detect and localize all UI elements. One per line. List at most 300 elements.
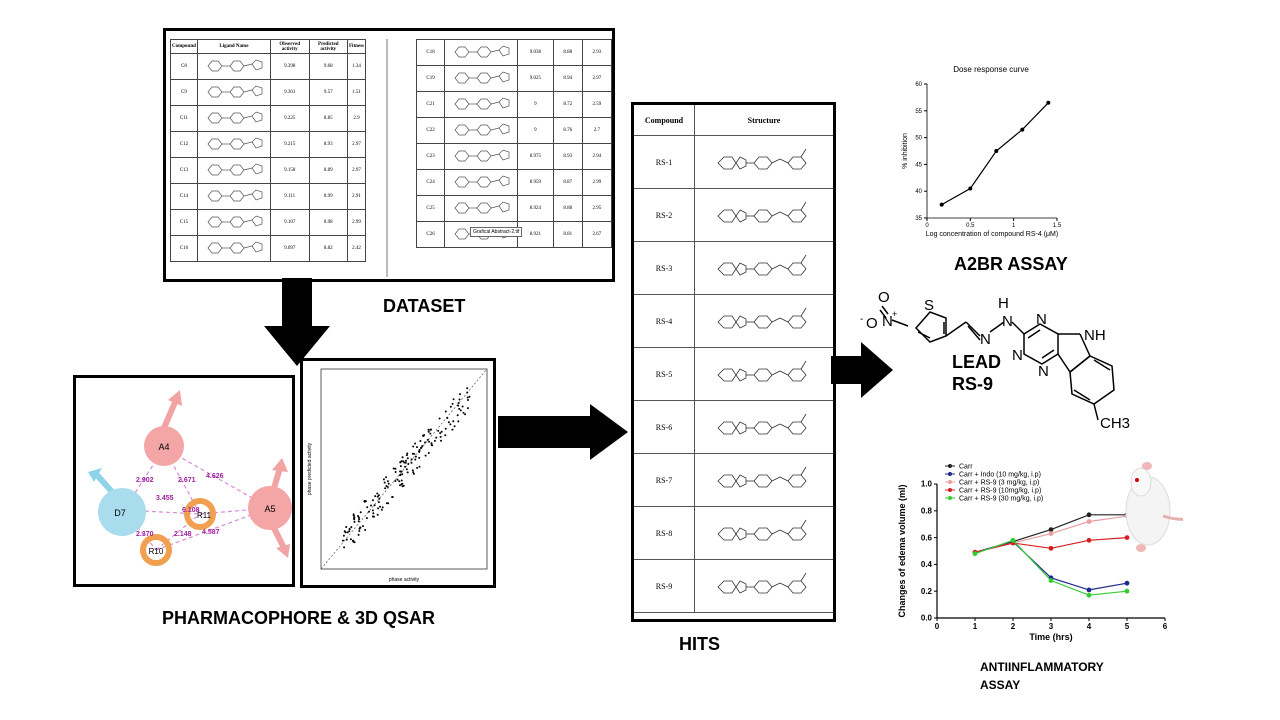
qsar-point: [394, 468, 396, 470]
qsar-point: [445, 411, 447, 413]
qsar-point: [401, 473, 403, 475]
dataset-cell: 8.98: [309, 210, 348, 236]
qsar-point: [459, 393, 461, 395]
qsar-point: [374, 504, 376, 506]
hit-compound-id: RS-1: [634, 136, 695, 189]
dose-response-chart: [893, 58, 1073, 258]
dataset-row: [171, 54, 366, 80]
hit-row: [634, 189, 833, 242]
qsar-point: [439, 432, 441, 434]
qsar-point: [347, 531, 349, 533]
qsar-point: [420, 447, 422, 449]
dataset-cell: 8.93: [309, 132, 348, 158]
hit-row: [634, 242, 833, 295]
qsar-point: [387, 480, 389, 482]
a2br-label: A2BR ASSAY: [954, 254, 1068, 274]
data-point: [1087, 593, 1092, 598]
qsar-point: [398, 480, 400, 482]
qsar-point: [354, 521, 356, 523]
hit-structure: [695, 348, 834, 401]
atom-label: H: [998, 295, 1009, 312]
col-header-observed: Observed activity: [270, 40, 309, 54]
hits-col-structure: Structure: [695, 105, 834, 136]
dataset-row: [171, 210, 366, 236]
dataset-cell: C22: [417, 118, 445, 144]
data-point: [1125, 589, 1130, 594]
dataset-row: [417, 66, 612, 92]
data-point: [1125, 535, 1130, 540]
hit-structure: [695, 560, 834, 613]
qsar-point: [372, 509, 374, 511]
dataset-cell: 9.68: [309, 54, 348, 80]
dataset-cell: C15: [171, 210, 198, 236]
feature-label-a5: A5: [264, 504, 276, 514]
edema-volume-chart: [893, 456, 1183, 656]
legend-label: Carr + RS-9 (10mg/kg, i.p): [959, 487, 1042, 495]
y-tick-label: 0.6: [920, 533, 932, 543]
dataset-cell: 2.95: [582, 196, 611, 222]
col-header-compound: Compound: [171, 40, 198, 54]
x-tick-label: 1.5: [1052, 223, 1062, 229]
dataset-cell: 2.99: [348, 210, 366, 236]
qsar-point: [411, 458, 413, 460]
qsar-point: [405, 460, 407, 462]
dataset-cell: 8.99: [309, 184, 348, 210]
qsar-point: [402, 460, 404, 462]
qsar-point: [358, 520, 360, 522]
x-tick-label: 1: [972, 622, 978, 631]
qsar-point: [445, 428, 447, 430]
qsar-point: [385, 476, 387, 478]
y-tick-label: 0.4: [920, 560, 932, 570]
data-point: [1087, 538, 1092, 543]
dataset-row: [417, 40, 612, 66]
atom-label: CH3: [1100, 415, 1131, 432]
qsar-point: [397, 479, 399, 481]
qsar-point: [343, 546, 345, 548]
qsar-point: [378, 501, 380, 503]
dataset-row: [417, 196, 612, 222]
dataset-cell: 2.7: [582, 118, 611, 144]
y-tick-label: 1.0: [920, 479, 932, 489]
col-header-predicted: Predicted activity: [309, 40, 348, 54]
structure-thumbnail: [445, 92, 518, 118]
data-point: [1049, 531, 1054, 536]
dataset-cell: C26: [417, 222, 445, 248]
legend-marker: [948, 480, 952, 484]
qsar-point: [414, 443, 416, 445]
y-tick-label: 35: [915, 216, 922, 222]
dataset-cell: 8.93: [553, 144, 582, 170]
feature-label-r11: R11: [196, 511, 212, 520]
legend-label: Carr + Indo (10 mg/kg, i.p): [959, 471, 1041, 479]
qsar-point: [458, 408, 460, 410]
qsar-point: [358, 517, 360, 519]
charge-label: +: [892, 309, 898, 319]
structure-thumbnail: [197, 106, 270, 132]
qsar-point: [353, 516, 355, 518]
y-tick-label: 60: [915, 82, 922, 88]
structure-thumbnail: [445, 66, 518, 92]
dataset-cell: C9: [171, 80, 198, 106]
qsar-point: [446, 417, 448, 419]
qsar-point: [366, 506, 368, 508]
dataset-cell: 9.158: [270, 158, 309, 184]
qsar-point: [431, 444, 433, 446]
dataset-cell: 8.975: [518, 144, 553, 170]
qsar-point: [401, 483, 403, 485]
qsar-point: [358, 534, 360, 536]
qsar-point: [372, 499, 374, 501]
qsar-point: [399, 474, 401, 476]
dataset-cell: 8.82: [309, 236, 348, 262]
dataset-cell: 8.88: [553, 40, 582, 66]
dataset-table-left: [170, 39, 366, 262]
hit-compound-id: RS-9: [634, 560, 695, 613]
structure-thumbnail: [445, 196, 518, 222]
dataset-cell: C25: [417, 196, 445, 222]
pharmacophore-model: [76, 378, 292, 584]
atom-label: O: [878, 289, 890, 306]
dataset-cell: 1.51: [348, 80, 366, 106]
atom-label: O: [866, 315, 878, 332]
dataset-cell: C13: [171, 158, 198, 184]
dataset-cell: C19: [417, 66, 445, 92]
qsar-point: [451, 429, 453, 431]
hits-col-compound: Compound: [634, 105, 695, 136]
legend-label: Carr + RS-9 (3 mg/kg, i.p): [959, 479, 1040, 487]
qsar-point: [469, 396, 471, 398]
qsar-point: [360, 511, 362, 513]
qsar-point: [406, 468, 408, 470]
hit-structure: [695, 454, 834, 507]
qsar-point: [435, 437, 437, 439]
qsar-point: [377, 507, 379, 509]
distance-label: 4.626: [206, 473, 224, 480]
hit-row: [634, 560, 833, 613]
right-arrow-icon: [498, 404, 630, 460]
hit-row: [634, 348, 833, 401]
hits-label: HITS: [679, 634, 721, 654]
dataset-row: [171, 158, 366, 184]
col-header-fitness: Fitness: [348, 40, 366, 54]
atom-label: N: [882, 313, 893, 330]
qsar-point: [424, 442, 426, 444]
qsar-point: [419, 440, 421, 442]
qsar-ylabel: phase predicted activity: [307, 442, 313, 496]
atom-label: S: [924, 297, 935, 314]
feature-label-d7: D7: [114, 508, 126, 518]
qsar-point: [412, 469, 414, 471]
data-point: [973, 551, 978, 556]
qsar-point: [403, 485, 405, 487]
hit-row: [634, 295, 833, 348]
dataset-cell: 8.85: [309, 106, 348, 132]
qsar-point: [377, 514, 379, 516]
qsar-point: [412, 446, 414, 448]
y-axis-label: % inhibition: [902, 133, 909, 169]
qsar-point: [378, 498, 380, 500]
qsar-point: [362, 525, 364, 527]
qsar-point: [421, 445, 423, 447]
qsar-point: [352, 540, 354, 542]
dataset-row: [171, 80, 366, 106]
dataset-cell: 2.97: [348, 132, 366, 158]
qsar-point: [452, 403, 454, 405]
qsar-point: [434, 440, 436, 442]
legend-marker: [948, 472, 952, 476]
structure-thumbnail: [197, 210, 270, 236]
qsar-point: [385, 485, 387, 487]
dataset-row: [417, 170, 612, 196]
qsar-point: [466, 387, 468, 389]
qsar-point: [440, 436, 442, 438]
structure-thumbnail: [197, 80, 270, 106]
hit-compound-id: RS-3: [634, 242, 695, 295]
a4-feature: [144, 390, 184, 466]
dataset-cell: 2.97: [582, 66, 611, 92]
qsar-point: [448, 421, 450, 423]
qsar-point: [393, 468, 395, 470]
qsar-point: [354, 541, 356, 543]
data-point: [994, 149, 998, 153]
qsar-point: [350, 538, 352, 540]
dataset-cell: 1.34: [348, 54, 366, 80]
dataset-cell: C16: [171, 236, 198, 262]
atom-label: N: [1036, 311, 1047, 328]
distance-label: 2.370: [136, 531, 154, 538]
y-tick-label: 55: [915, 108, 922, 115]
dose-chart-title: Dose response curve: [953, 65, 1029, 74]
legend-marker: [948, 496, 952, 500]
qsar-point: [464, 413, 466, 415]
dataset-cell: 9.398: [270, 54, 309, 80]
dataset-cell: 8.81: [553, 222, 582, 248]
charge-label: -: [860, 314, 864, 325]
qsar-point: [452, 420, 454, 422]
qsar-point: [348, 530, 350, 532]
data-point: [940, 203, 944, 207]
qsar-point: [416, 446, 418, 448]
qsar-point: [402, 456, 404, 458]
qsar-point: [343, 535, 345, 537]
legend-marker: [948, 488, 952, 492]
qsar-point: [407, 471, 409, 473]
dataset-cell: 9.57: [309, 80, 348, 106]
qsar-point: [440, 440, 442, 442]
qsar-point: [457, 405, 459, 407]
y-tick-label: 45: [915, 162, 922, 169]
data-point: [1087, 519, 1092, 524]
dataset-cell: 8.87: [553, 170, 582, 196]
x-tick-label: 6: [1162, 622, 1168, 631]
dataset-cell: 9.107: [270, 210, 309, 236]
structure-thumbnail: [445, 40, 518, 66]
qsar-point: [427, 439, 429, 441]
dataset-cell: C14: [171, 184, 198, 210]
hits-panel: [631, 102, 836, 622]
dataset-cell: 2.59: [582, 92, 611, 118]
dataset-cell: 2.9: [348, 106, 366, 132]
qsar-point: [444, 434, 446, 436]
dataset-cell: C23: [417, 144, 445, 170]
hit-compound-id: RS-2: [634, 189, 695, 242]
y-axis-label: Changes of edema volume (ml): [897, 484, 907, 618]
qsar-point: [388, 483, 390, 485]
qsar-point: [467, 399, 469, 401]
dataset-row: [171, 184, 366, 210]
data-point: [1046, 101, 1050, 105]
dataset-cell: C24: [417, 170, 445, 196]
qsar-point: [431, 442, 433, 444]
hit-structure: [695, 136, 834, 189]
data-point: [1020, 128, 1024, 132]
down-arrow-icon: [264, 278, 330, 368]
qsar-point: [459, 399, 461, 401]
qsar-point: [418, 457, 420, 459]
qsar-scatter-plot: [303, 361, 493, 585]
series-line: [942, 103, 1049, 205]
qsar-point: [358, 530, 360, 532]
dataset-cell: C8: [171, 54, 198, 80]
qsar-point: [346, 539, 348, 541]
dataset-cell: 8.88: [553, 196, 582, 222]
qsar-point: [449, 423, 451, 425]
feature-label-a4: A4: [158, 442, 170, 452]
legend-marker: [948, 464, 952, 468]
dataset-cell: C11: [171, 106, 198, 132]
dataset-cell: 9.225: [270, 106, 309, 132]
qsar-point: [374, 495, 376, 497]
qsar-point: [368, 511, 370, 513]
structure-thumbnail: [445, 170, 518, 196]
qsar-point: [430, 429, 432, 431]
atom-label: N: [1002, 313, 1013, 330]
legend-label: Carr + RS-9 (30 mg/kg, i.p): [959, 495, 1044, 503]
hit-structure: [695, 401, 834, 454]
dataset-cell: C18: [417, 40, 445, 66]
qsar-point: [407, 463, 409, 465]
hit-compound-id: RS-6: [634, 401, 695, 454]
dataset-cell: 8.76: [553, 118, 582, 144]
qsar-point: [412, 453, 414, 455]
qsar-point: [406, 454, 408, 456]
data-point: [968, 187, 972, 191]
qsar-point: [457, 414, 459, 416]
hit-compound-id: RS-7: [634, 454, 695, 507]
data-point: [1011, 538, 1016, 543]
distance-label: 6.108: [182, 507, 200, 514]
qsar-point: [342, 540, 344, 542]
qsar-point: [383, 478, 385, 480]
dataset-row: [171, 132, 366, 158]
data-point: [1087, 588, 1092, 593]
hit-row: [634, 401, 833, 454]
qsar-point: [359, 527, 361, 529]
dataset-row: [171, 236, 366, 262]
dataset-cell: 9: [518, 92, 553, 118]
qsar-point: [399, 470, 401, 472]
dataset-cell: 2.67: [582, 222, 611, 248]
anti-label-line1: ANTIINFLAMMATORY: [980, 660, 1104, 674]
y-tick-label: 40: [915, 189, 922, 196]
structure-thumbnail: [197, 54, 270, 80]
structure-thumbnail: [197, 132, 270, 158]
qsar-point: [428, 441, 430, 443]
data-point: [1049, 546, 1054, 551]
hit-structure: [695, 507, 834, 560]
qsar-point: [382, 506, 384, 508]
atom-label: N: [1038, 363, 1049, 380]
dataset-panel: [163, 28, 615, 282]
qsar-point: [419, 466, 421, 468]
qsar-point: [462, 406, 464, 408]
qsar-point: [415, 456, 417, 458]
structure-thumbnail: [445, 144, 518, 170]
hit-row: [634, 507, 833, 560]
y-tick-label: 0.8: [920, 506, 932, 516]
dataset-cell: 9.215: [270, 132, 309, 158]
dataset-cell: 2.91: [348, 184, 366, 210]
x-tick-label: 3: [1048, 622, 1054, 631]
atom-label: NH: [1084, 327, 1106, 344]
y-tick-label: 50: [915, 135, 922, 142]
qsar-point: [345, 526, 347, 528]
dataset-cell: 9.301: [270, 80, 309, 106]
distance-label: 3.455: [156, 495, 174, 502]
qsar-point: [416, 467, 418, 469]
x-tick-label: 0: [934, 622, 940, 631]
x-tick-label: 0.5: [966, 223, 975, 229]
dataset-divider: [386, 39, 388, 277]
dataset-cell: 9.025: [518, 66, 553, 92]
qsar-point: [466, 392, 468, 394]
lead-molecule-structure: [858, 282, 1148, 432]
distance-label: 2.671: [178, 477, 196, 484]
dataset-cell: C21: [417, 92, 445, 118]
x-tick-label: 4: [1086, 622, 1092, 631]
qsar-point: [391, 496, 393, 498]
x-tick-label: 1: [1011, 223, 1016, 229]
qsar-point: [344, 530, 346, 532]
dataset-cell: 2.42: [348, 236, 366, 262]
qsar-point: [407, 457, 409, 459]
qsar-point: [453, 398, 455, 400]
dataset-cell: 8.959: [518, 170, 553, 196]
dataset-row: [417, 92, 612, 118]
feature-label-r10: R10: [148, 547, 164, 556]
hit-row: [634, 454, 833, 507]
dataset-cell: 8.921: [518, 222, 553, 248]
dataset-cell: 2.97: [348, 158, 366, 184]
qsar-point: [384, 482, 386, 484]
dataset-cell: C12: [171, 132, 198, 158]
hit-compound-id: RS-8: [634, 507, 695, 560]
qsar-point: [394, 480, 396, 482]
dataset-row: [417, 118, 612, 144]
anti-label-line2: ASSAY: [980, 678, 1021, 692]
qsar-point: [379, 506, 381, 508]
qsar-point: [454, 425, 456, 427]
distance-label: 2.148: [174, 531, 192, 538]
x-tick-label: 0: [925, 223, 929, 229]
qsar-point: [370, 505, 372, 507]
atom-label: N: [1012, 347, 1023, 364]
dataset-cell: 9: [518, 118, 553, 144]
hit-structure: [695, 242, 834, 295]
x-axis-label: Time (hrs): [1029, 632, 1073, 642]
dataset-cell: 8.924: [518, 196, 553, 222]
